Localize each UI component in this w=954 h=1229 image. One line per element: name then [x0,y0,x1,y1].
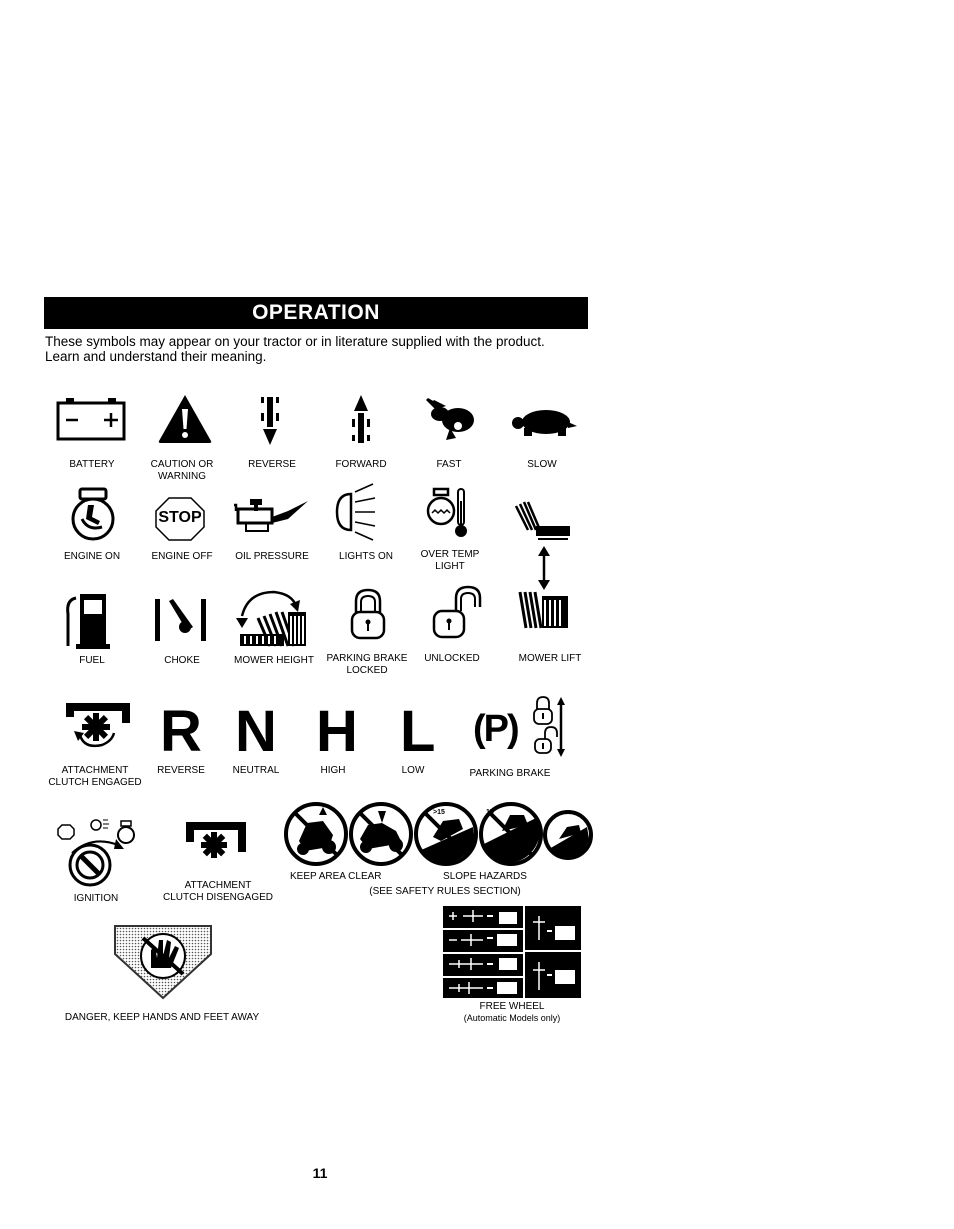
label-forward: FORWARD [335,459,387,470]
label-attachment-engaged [40,765,150,788]
attachment-disengaged-icon [184,818,248,864]
label-attachment-engaged-line1: ATTACHMENT [61,765,129,776]
label-parking-brake: PARKING BRAKE [469,768,551,779]
padlock-locked-icon [349,588,387,640]
reverse-arrow-icon [259,395,281,447]
slope-hazard-gt15-text: >15 [433,809,445,816]
mower-height-icon [228,588,318,650]
parking-p-text: (P) [473,708,518,750]
padlock-unlocked-icon [432,585,484,641]
label-over-temp-line2: LIGHT [435,560,465,572]
label-free-wheel: FREE WHEEL [479,1001,545,1012]
section-title: OPERATION [44,297,588,329]
label-fast: FAST [436,459,462,470]
label-lights-on: LIGHTS ON [339,551,393,562]
slope-hazard-15-text: 15 [486,809,494,816]
parking-lock-arrows-icon [531,695,569,759]
label-battery: BATTERY [69,459,115,470]
label-mower-height: MOWER HEIGHT [234,655,314,666]
label-attachment-engaged-line2: CLUTCH ENGAGED [48,776,142,788]
high-letter-h: H [316,699,358,764]
headlight-icon [333,480,379,542]
label-attachment-disengaged-line1: ATTACHMENT [184,880,252,891]
label-danger: DANGER, KEEP HANDS AND FEET AWAY [64,1012,260,1023]
slope-hazard-icon-2 [478,801,544,867]
battery-icon [56,398,128,442]
ignition-icon [54,815,144,889]
label-caution [142,459,222,482]
label-engine-on: ENGINE ON [63,551,121,562]
keep-area-clear-icon-2 [348,801,414,867]
label-attachment-disengaged [158,880,278,903]
danger-hand-icon [113,924,213,1000]
intro-line-1: These symbols may appear on your tractor or in literature supplied with the product. [45,334,545,349]
label-over-temp-line1: OVER TEMP [420,549,480,560]
label-ignition: IGNITION [73,893,119,904]
attachment-engaged-icon [64,699,134,749]
page-number: 11 [312,1165,328,1181]
slope-hazard-icon-3 [543,805,593,863]
neutral-letter-n: N [235,699,277,764]
label-low: LOW [401,765,425,776]
warning-triangle-icon [157,393,213,445]
free-wheel-diagram [443,906,581,998]
fuel-pump-icon [64,590,112,650]
turtle-icon [510,408,578,438]
label-choke: CHOKE [164,655,200,666]
rabbit-icon [422,398,478,442]
label-reverse-arrow: REVERSE [248,459,296,470]
label-reverse-r: REVERSE [157,765,205,776]
engine-on-icon [66,487,120,541]
label-safety-rules: (SEE SAFETY RULES SECTION) [369,886,521,897]
label-attachment-disengaged-line2: CLUTCH DISENGAGED [162,891,273,903]
label-slow: SLOW [527,459,557,470]
parking-p-icon [473,707,518,751]
forward-arrow-icon [350,393,372,445]
stop-text: STOP [158,509,202,526]
label-oil-pressure: OIL PRESSURE [235,551,309,562]
choke-icon [153,597,209,643]
label-fuel: FUEL [79,655,105,666]
label-over-temp [410,549,490,572]
label-mower-lift: MOWER LIFT [518,653,582,664]
label-parking-locked-line2: LOCKED [346,664,388,676]
label-parking-locked [325,653,409,676]
keep-area-clear-icon-1 [283,801,349,867]
low-letter-l: L [400,699,436,764]
label-keep-area-clear: KEEP AREA CLEAR [290,871,382,882]
label-automatic-models: (Automatic Models only) [463,1013,561,1023]
over-temp-icon [426,487,470,539]
label-slope-hazards: SLOPE HAZARDS [443,871,527,882]
label-caution-line1: CAUTION OR [150,459,214,470]
label-high: HIGH [320,765,346,776]
label-engine-off: ENGINE OFF [151,551,213,562]
stop-octagon-icon [154,496,206,542]
label-parking-locked-line1: PARKING BRAKE [326,653,408,664]
slope-hazard-icon-1 [413,801,479,867]
intro-text [45,334,605,364]
label-unlocked: UNLOCKED [424,653,480,664]
reverse-letter-r: R [160,699,202,764]
intro-line-2: Learn and understand their meaning. [45,349,267,364]
mower-lift-down-icon [518,590,570,630]
label-neutral: NEUTRAL [232,765,280,776]
label-caution-line2: WARNING [158,470,206,482]
oil-can-icon [232,497,312,537]
mower-lift-up-icon [514,500,570,590]
